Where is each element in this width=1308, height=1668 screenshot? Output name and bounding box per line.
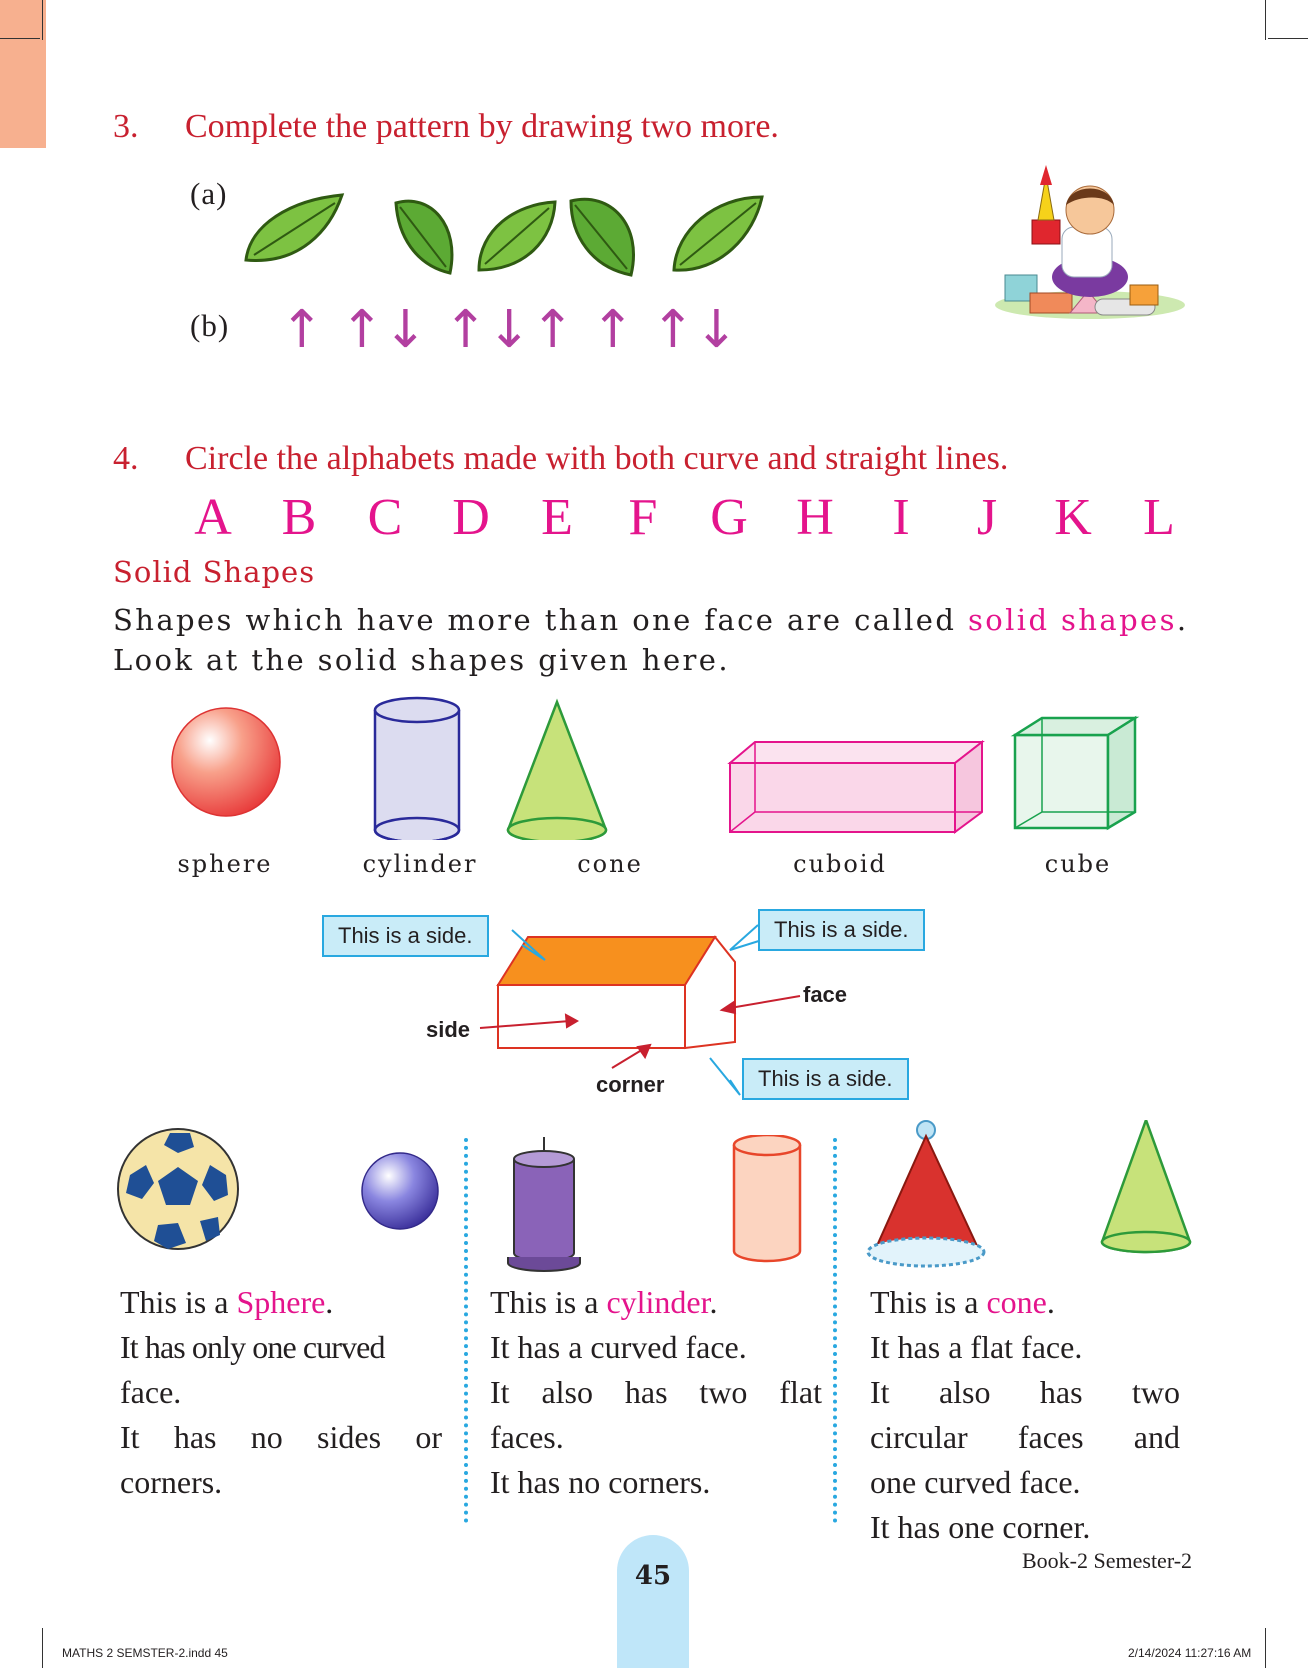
leaf-pattern [240, 185, 770, 285]
crop-mark [1265, 1628, 1266, 1668]
label-cube: cube [1044, 850, 1112, 878]
word: has [173, 1419, 217, 1455]
letter[interactable]: L [1143, 489, 1175, 546]
part-a-label: (a) [190, 176, 228, 211]
desc-text: This is a [870, 1284, 987, 1320]
desc-line: It has a curved face. [490, 1329, 747, 1365]
label-face: face [803, 982, 848, 1007]
label-side: side [426, 1017, 471, 1042]
desc-line [870, 1415, 1180, 1460]
desc-text: This is a [120, 1284, 237, 1320]
word: has [624, 1374, 668, 1410]
letter[interactable]: E [541, 489, 573, 546]
sphere-description [120, 1280, 442, 1505]
cone-description [870, 1280, 1180, 1550]
page-number: 45 [617, 1535, 689, 1668]
word: has [1039, 1374, 1083, 1410]
leaf-icon [246, 195, 342, 260]
intro-line-1 [113, 600, 1189, 640]
intro-line-2: Look at the solid shapes given here. [113, 643, 730, 677]
desc-text: . [325, 1284, 334, 1320]
crop-mark [42, 1628, 43, 1668]
crop-mark [42, 0, 43, 40]
desc-line: corners. [120, 1464, 223, 1500]
desc-line [120, 1415, 442, 1460]
footer-timestamp: 2/14/2024 11:27:16 AM [1128, 1646, 1252, 1660]
desc-line: faces. [490, 1419, 564, 1455]
green-cone-icon [1102, 1120, 1190, 1252]
desc-text: This is a [490, 1284, 607, 1320]
desc-line [870, 1370, 1180, 1415]
cylinder-description [490, 1280, 822, 1505]
word: sides [317, 1419, 382, 1455]
cylinder-shape [375, 698, 459, 840]
crop-mark [0, 38, 40, 39]
word: no [250, 1419, 283, 1455]
callout-side-left: This is a side. [322, 915, 489, 957]
shape-name: Sphere [236, 1284, 326, 1320]
page-edge-tab [0, 0, 46, 148]
letter[interactable]: D [452, 489, 490, 546]
crop-mark [1268, 38, 1308, 39]
leaf-icon [571, 199, 634, 275]
letter[interactable]: B [281, 489, 317, 546]
desc-line: It has only one curved [120, 1329, 385, 1365]
book-label: Book-2 Semester-2 [1022, 1548, 1193, 1573]
shape-name: cone [986, 1284, 1047, 1320]
cylinder-examples [500, 1135, 810, 1280]
question-3-text: Complete the pattern by drawing two more. [185, 108, 779, 145]
purple-ball-icon [362, 1153, 438, 1229]
question-4-text: Circle the alphabets made with both curve and straight lines. [185, 440, 1009, 477]
desc-line: It has no corners. [490, 1464, 711, 1500]
footer-filename: MATHS 2 SEMSTER-2.indd 45 [62, 1646, 228, 1660]
child-playing-blocks-illustration [990, 165, 1190, 325]
word: faces [1017, 1419, 1084, 1455]
crop-mark [1265, 0, 1266, 40]
desc-line: It has one corner. [870, 1509, 1091, 1545]
cone-examples [856, 1120, 1196, 1280]
intro-text: . [1176, 603, 1189, 637]
alphabet-row [170, 488, 1202, 547]
label-corner: corner [596, 1072, 665, 1097]
word: It [490, 1374, 510, 1410]
intro-text: Shapes which have more than one face are called [113, 603, 968, 637]
shape-name: cylinder [606, 1284, 710, 1320]
question-4-number: 4. [113, 440, 139, 477]
desc-text: . [1046, 1284, 1055, 1320]
part-b-label: (b) [190, 308, 230, 343]
arrow-pattern: ↑ ↑↓ ↑↓↑ ↑ ↑↓ [280, 300, 739, 360]
desc-line: one curved face. [870, 1464, 1081, 1500]
column-divider [833, 1138, 837, 1523]
column-divider [464, 1138, 468, 1523]
callout-side-right-bottom: This is a side. [742, 1058, 909, 1100]
letter[interactable]: H [796, 489, 834, 546]
orange-cylinder-icon [734, 1135, 800, 1261]
letter[interactable]: C [367, 489, 403, 546]
word: circular [870, 1419, 968, 1455]
word: also [541, 1374, 593, 1410]
word: flat [779, 1374, 822, 1410]
letter[interactable]: G [710, 489, 748, 546]
football-icon [118, 1129, 238, 1249]
desc-line: It has a flat face. [870, 1329, 1083, 1365]
word: It [870, 1374, 890, 1410]
desc-line [870, 1280, 1180, 1325]
word: and [1133, 1419, 1180, 1455]
box-front-face [498, 985, 685, 1048]
letter[interactable]: J [976, 489, 998, 546]
word: It [120, 1419, 140, 1455]
solid-shapes-term: solid shapes [967, 603, 1177, 637]
leaf-icon [479, 202, 555, 270]
desc-text: . [709, 1284, 718, 1320]
letter[interactable]: I [892, 489, 910, 546]
desc-line [490, 1280, 822, 1325]
section-heading: Solid Shapes [113, 555, 316, 589]
party-hat-icon [868, 1121, 984, 1266]
cuboid-shape [730, 742, 982, 832]
word: two [699, 1374, 748, 1410]
desc-line: face. [120, 1374, 182, 1410]
solid-shapes-row [160, 690, 1160, 840]
sphere-examples [110, 1125, 470, 1275]
letter[interactable]: A [194, 489, 232, 546]
letter[interactable]: K [1054, 489, 1092, 546]
word: also [938, 1374, 991, 1410]
box-top-face [498, 937, 715, 985]
candle-icon [508, 1137, 580, 1271]
desc-line [490, 1370, 822, 1415]
word: two [1131, 1374, 1180, 1410]
cube-shape [1015, 718, 1135, 828]
desc-line [120, 1280, 442, 1325]
question-3-number: 3. [113, 108, 139, 145]
label-cone: cone [577, 850, 643, 878]
cone-shape [508, 702, 606, 840]
letter[interactable]: F [628, 489, 658, 546]
leaf-icon [396, 201, 452, 273]
leaf-icon [674, 197, 762, 270]
label-cylinder: cylinder [362, 850, 478, 878]
word: or [415, 1419, 442, 1455]
sphere-shape [172, 708, 280, 816]
label-sphere: sphere [177, 850, 273, 878]
label-cuboid: cuboid [793, 850, 887, 878]
callout-side-right-top: This is a side. [758, 909, 925, 951]
